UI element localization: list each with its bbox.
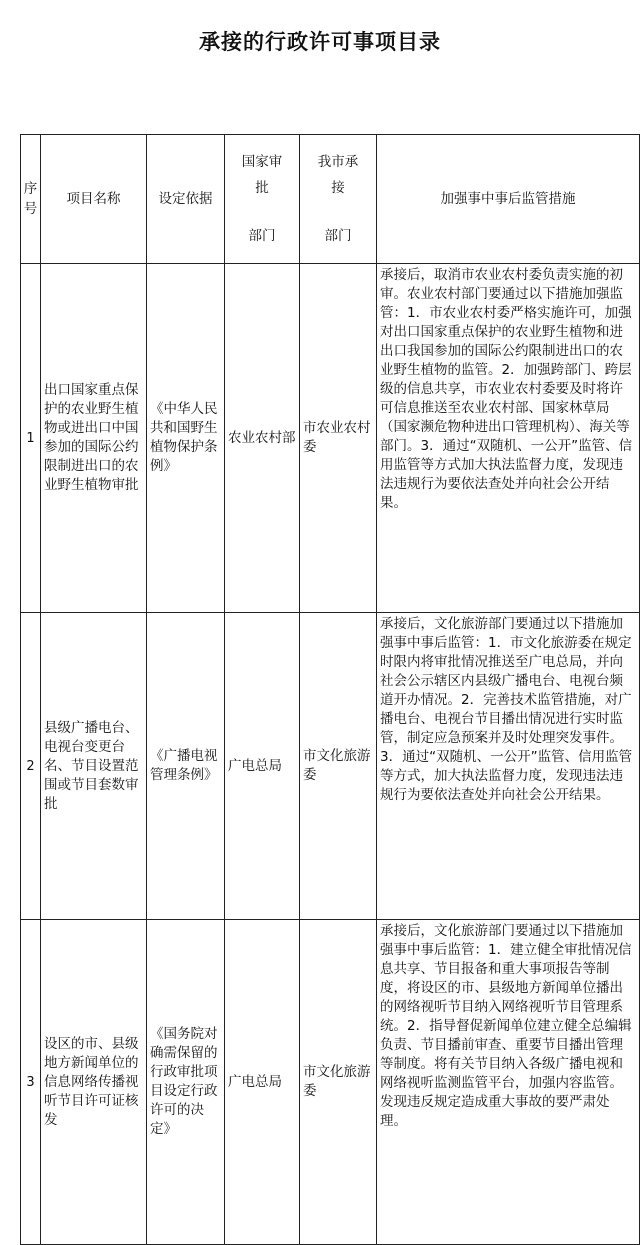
header-national-dept-line3: 部门: [248, 228, 276, 244]
table-row: [21, 920, 640, 1245]
permit-table: [20, 134, 640, 1245]
row-measures: 承接后，文化旅游部门要通过以下措施加强事中事后监管：1．建立健全审批情况信息共享、节目报备和重大事项报告等制度，将设区的市、县级地方新闻单位播出的网络视听节目纳入网络视听节目管理系统。2．指导督促新闻单位建立健全总编辑负责、节目播前审查、重要节目播出管理等制度。将有关节目纳入各级广播电视和网络视听监测监管平台，加强内容监管。发现违反规定造成重大事故的要严肃处理。: [377, 920, 640, 1245]
header-name: 项目名称: [41, 135, 147, 264]
row-item-name: 设区的市、县级地方新闻单位的信息网络传播视听节目许可证核发: [41, 920, 147, 1245]
row-measures: 承接后，文化旅游部门要通过以下措施加强事中事后监管：1．市文化旅游委在规定时限内将审批情况推送至广电总局，并向社会公示辖区内县级广播电台、电视台频道开办情况。2．完善技术监管措施，对广播电台、电视台节目播出情况进行实时监管，制定应急预案并及时处理突发事件。3．通过“双随机、一公开”监管、信用监管等方式，加大执法监督力度，发现违法违规行为要依法查处并向社会公开结果。: [377, 613, 640, 920]
row-number: 3: [21, 920, 41, 1245]
header-national-dept-line1: 国家审: [241, 154, 283, 170]
header-local-dept: [300, 135, 377, 264]
header-local-dept-line1: 我市承: [317, 154, 359, 170]
row-national-dept: 广电总局: [225, 920, 300, 1245]
row-basis: 《广播电视管理条例》: [147, 613, 225, 920]
row-number: 1: [21, 264, 41, 613]
row-number: 2: [21, 613, 41, 920]
header-no-line1: 序: [23, 181, 38, 197]
header-measures: 加强事中事后监管措施: [377, 135, 640, 264]
row-local-dept: 市文化旅游委: [300, 613, 377, 920]
row-national-dept: 广电总局: [225, 613, 300, 920]
header-local-dept-line3: 部门: [324, 228, 352, 244]
row-local-dept: 市文化旅游委: [300, 920, 377, 1245]
row-item-name: 出口国家重点保护的农业野生植物或进出口中国参加的国际公约限制进出口的农业野生植物审批: [41, 264, 147, 613]
row-item-name: 县级广播电台、电视台变更台名、节目设置范围或节目套数审批: [41, 613, 147, 920]
page-title: 承接的行政许可事项目录: [199, 30, 441, 54]
header-basis: 设定依据: [147, 135, 225, 264]
row-measures: 承接后，取消市农业农村委负责实施的初审。农业农村部门要通过以下措施加强监管：1．市农业农村委严格实施许可，加强对出口国家重点保护的农业野生植物和进出口我国参加的国际公约限制进出口的农业野生植物的监管。2．加强跨部门、跨层级的信息共享，市农业农村委要及时将许可信息推送至农业农村部、国家林草局（国家濒危物种进出口管理机构）、海关等部门。3．通过“双随机、一公开”监管、信用监管等方式加大执法监督力度，发现违法违规行为要依法查处并向社会公开结果。: [377, 264, 640, 613]
row-national-dept: 农业农村部: [225, 264, 300, 613]
row-basis: 《中华人民共和国野生植物保护条例》: [147, 264, 225, 613]
table-header-row: [21, 135, 640, 264]
header-local-dept-line2: 接: [331, 180, 345, 196]
table-row: [21, 613, 640, 920]
header-national-dept: [225, 135, 300, 264]
table-row: [21, 264, 640, 613]
header-national-dept-line2: 批: [255, 180, 269, 196]
row-basis: 《国务院对确需保留的行政审批项目设定行政许可的决定》: [147, 920, 225, 1245]
header-no: [21, 135, 41, 264]
header-no-line2: 号: [23, 201, 38, 217]
row-local-dept: 市农业农村委: [300, 264, 377, 613]
